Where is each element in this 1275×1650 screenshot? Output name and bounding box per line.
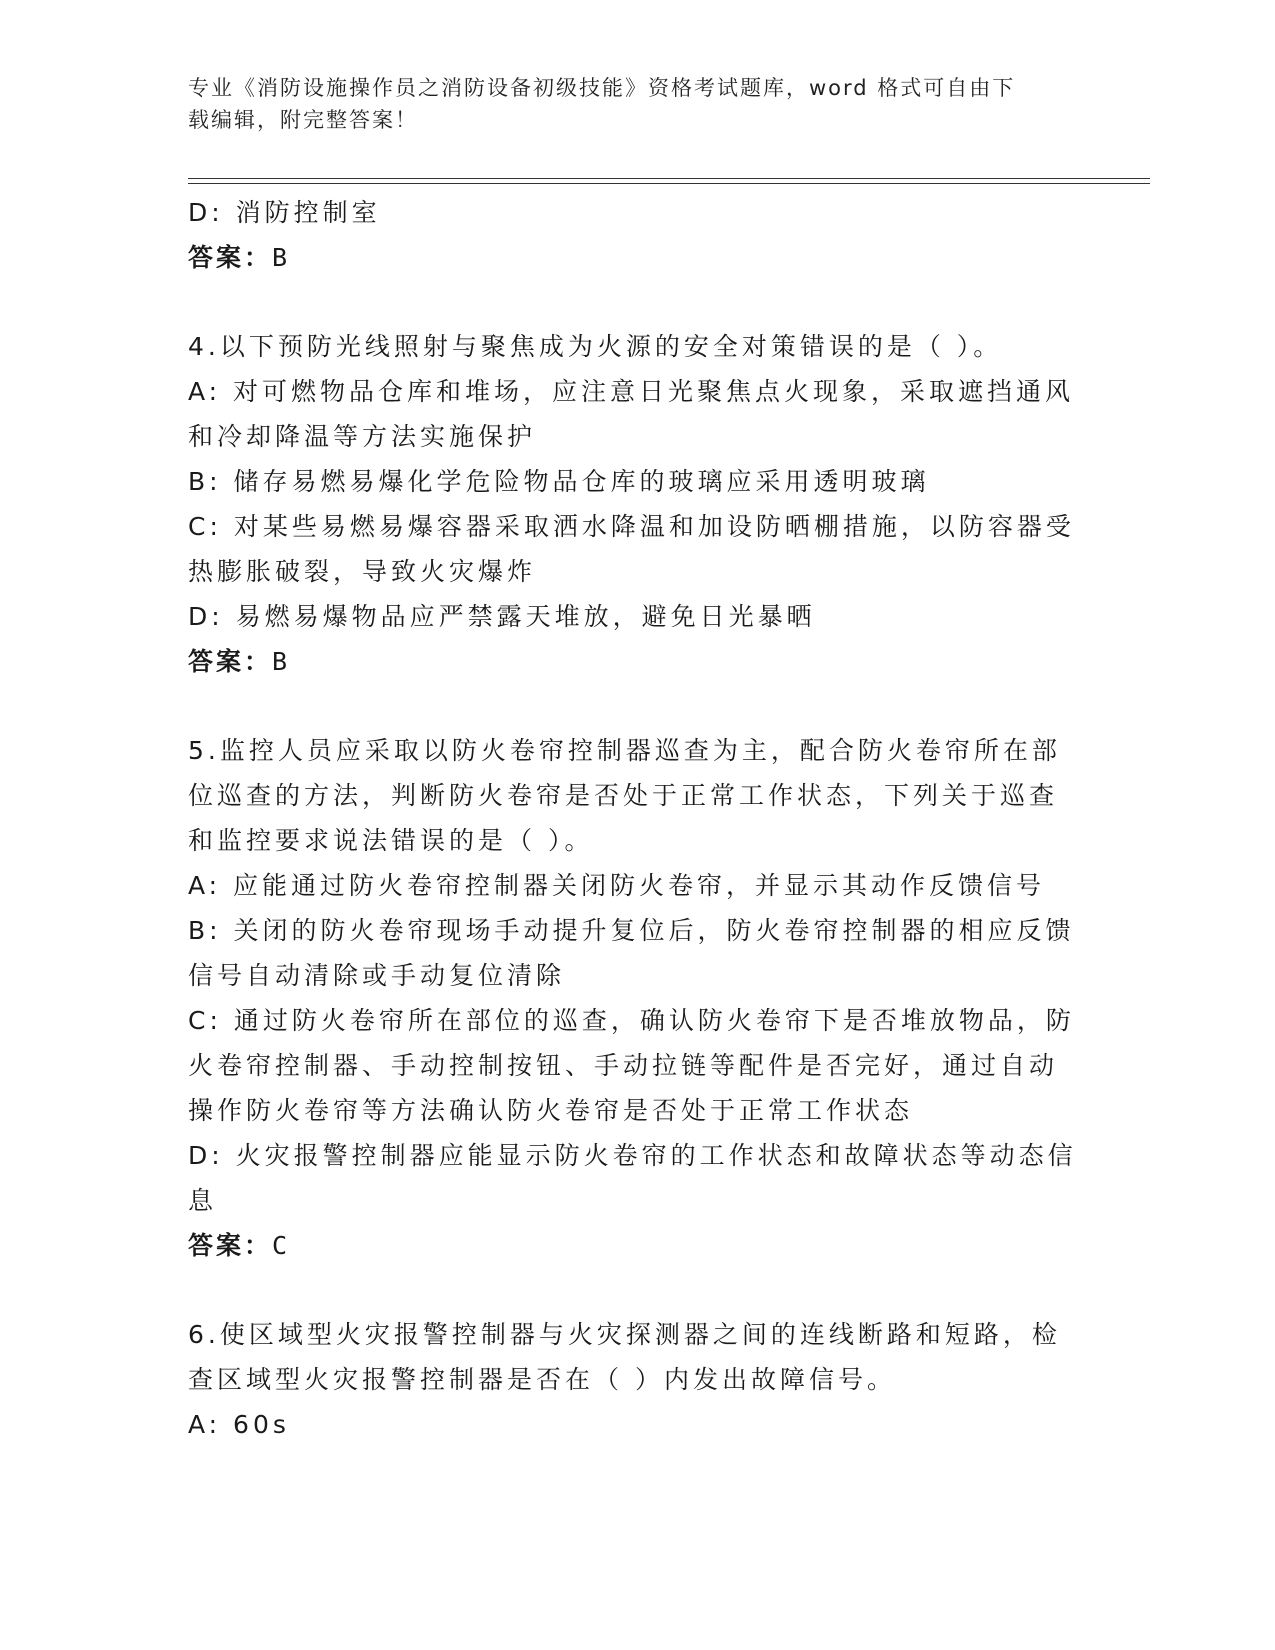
option-d-cont: 息: [188, 1186, 218, 1215]
answer-value: B: [272, 647, 291, 676]
option-b: B: 关闭的防火卷帘现场手动提升复位后，防火卷帘控制器的相应反馈: [188, 916, 1075, 945]
page-header: [188, 72, 1068, 136]
answer-value: C: [272, 1231, 291, 1260]
option-a: A: 对可燃物品仓库和堆场，应注意日光聚焦点火现象，采取遮挡通风: [188, 377, 1075, 406]
question-5: [188, 728, 1088, 1268]
question-6: [188, 1312, 1088, 1447]
option-c: C: 通过防火卷帘所在部位的巡查，确认防火卷帘下是否堆放物品，防: [188, 1006, 1075, 1035]
answer-label: 答案：: [188, 647, 273, 676]
option-d: D: 消防控制室: [188, 198, 381, 227]
answer-label: 答案：: [188, 243, 273, 272]
header-line-2: 载编辑，附完整答案！: [188, 108, 418, 132]
question-stem-cont: 位巡查的方法，判断防火卷帘是否处于正常工作状态，下列关于巡查: [188, 781, 1059, 810]
previous-question-fragment: [188, 190, 1088, 280]
header-rule-top: [188, 178, 1150, 179]
option-c: C: 对某些易燃易爆容器采取洒水降温和加设防晒棚措施，以防容器受: [188, 512, 1075, 541]
question-stem: 6.使区域型火灾报警控制器与火灾探测器之间的连线断路和短路，检: [188, 1320, 1061, 1349]
header-rule-bottom: [188, 183, 1150, 184]
document-body: [188, 190, 1088, 1447]
option-b-cont: 信号自动清除或手动复位清除: [188, 961, 566, 990]
question-stem-cont: 和监控要求说法错误的是（ ）。: [188, 826, 594, 855]
option-d: D: 易燃易爆物品应严禁露天堆放，避免日光暴晒: [188, 602, 816, 631]
option-c-cont: 操作防火卷帘等方法确认防火卷帘是否处于正常工作状态: [188, 1096, 914, 1125]
answer-line: [188, 235, 1088, 280]
option-c-cont: 热膨胀破裂，导致火灾爆炸: [188, 557, 537, 586]
option-c-cont: 火卷帘控制器、手动控制按钮、手动拉链等配件是否完好，通过自动: [188, 1051, 1059, 1080]
answer-label: 答案：: [188, 1231, 273, 1260]
question-4: [188, 324, 1088, 684]
question-stem: 4.以下预防光线照射与聚焦成为火源的安全对策错误的是（ ）。: [188, 332, 1003, 361]
option-d: D: 火灾报警控制器应能显示防火卷帘的工作状态和故障状态等动态信: [188, 1141, 1077, 1170]
option-a-cont: 和冷却降温等方法实施保护: [188, 422, 537, 451]
option-a: A: 应能通过防火卷帘控制器关闭防火卷帘，并显示其动作反馈信号: [188, 871, 1046, 900]
answer-value: B: [272, 243, 291, 272]
header-line-1: 专业《消防设施操作员之消防设备初级技能》资格考试题库，word 格式可自由下: [188, 76, 1016, 100]
option-b: B: 储存易燃易爆化学危险物品仓库的玻璃应采用透明玻璃: [188, 467, 930, 496]
option-a: A: 60s: [188, 1410, 290, 1439]
question-stem: 5.监控人员应采取以防火卷帘控制器巡查为主，配合防火卷帘所在部: [188, 736, 1061, 765]
question-stem-cont: 查区域型火灾报警控制器是否在（ ）内发出故障信号。: [188, 1365, 896, 1394]
answer-line: [188, 639, 1088, 684]
answer-line: [188, 1223, 1088, 1268]
